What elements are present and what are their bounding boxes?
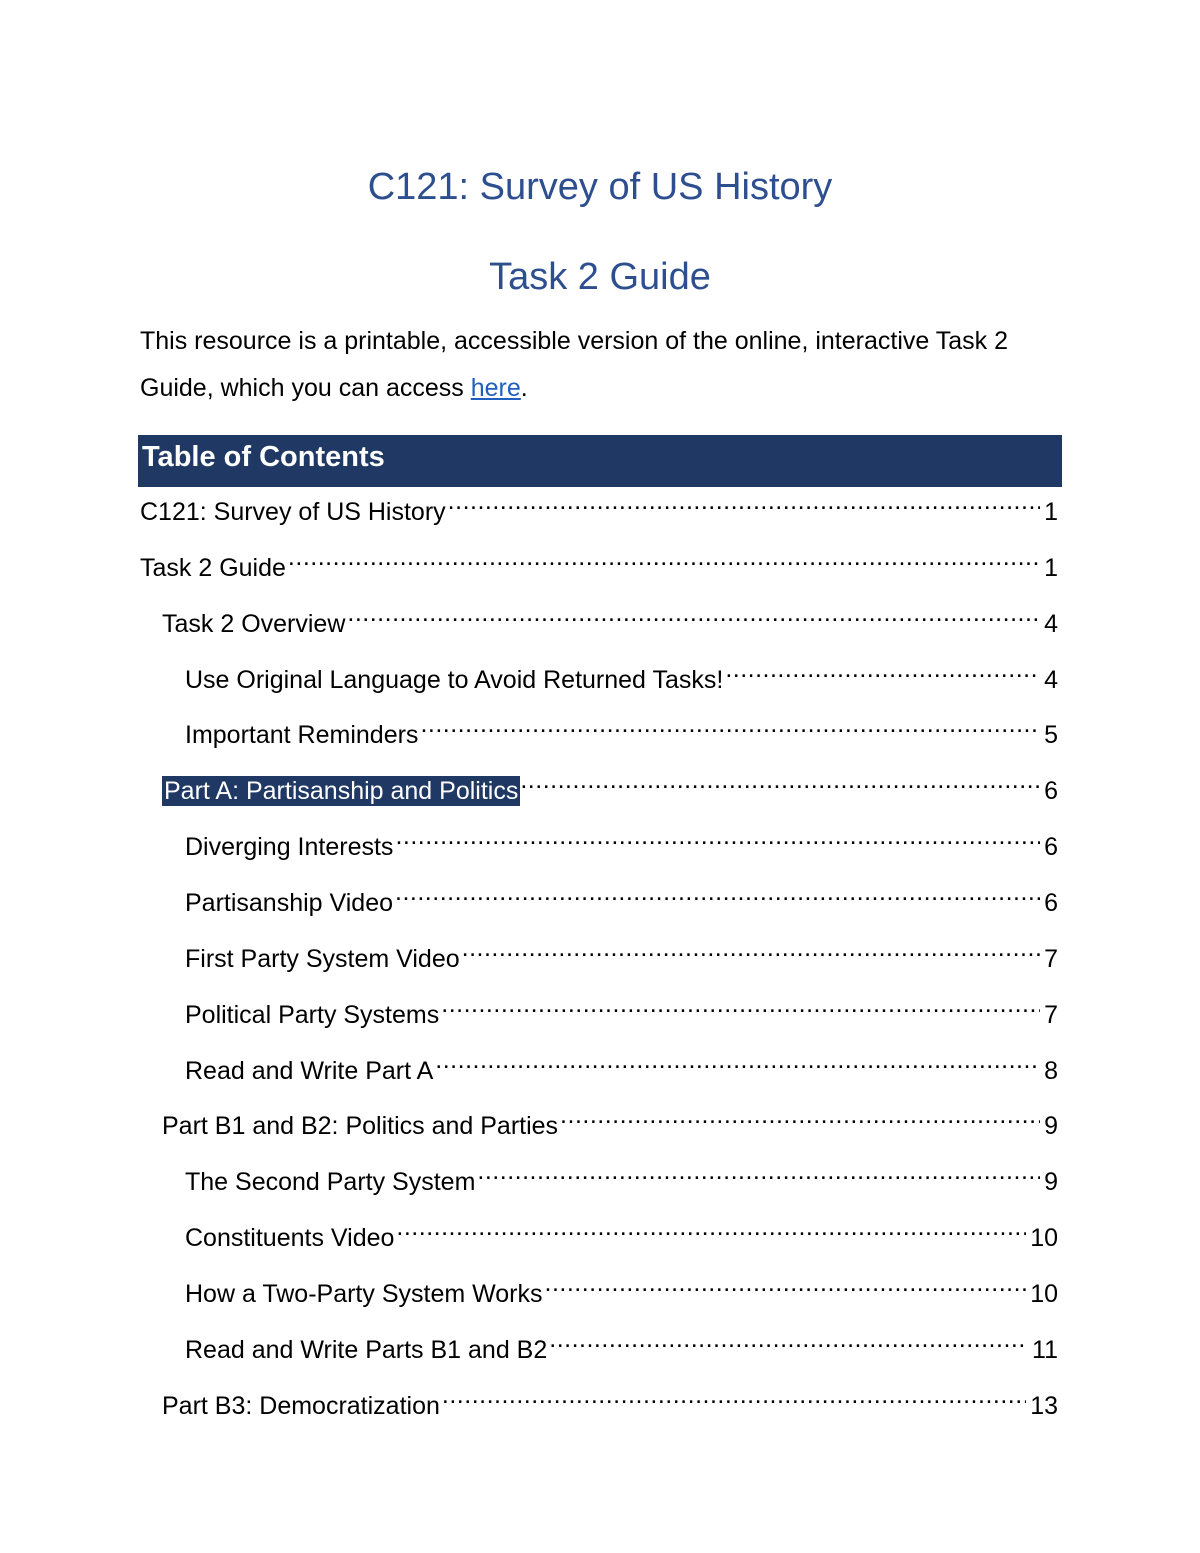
toc-entry-text: Partisanship Video [185, 889, 394, 917]
toc-entry-text: The Second Party System [185, 1168, 476, 1196]
document-title: C121: Survey of US History [367, 166, 833, 208]
toc-entry-page: 5 [1044, 721, 1058, 749]
toc-entry-text: Political Party Systems [185, 1001, 440, 1029]
toc-entry-page: 1 [1044, 554, 1058, 582]
toc-entry-page: 13 [1030, 1392, 1058, 1420]
toc-entry-text-selected: Part A: Partisanship and Politics [164, 777, 519, 805]
toc-leader-dots [442, 1384, 1026, 1414]
toc-leader-dots [549, 1328, 1028, 1358]
toc-entry-text: Read and Write Part A [185, 1057, 434, 1085]
toc-entry-page: 10 [1030, 1224, 1058, 1252]
toc-leader-dots [462, 937, 1040, 967]
document-subtitle: Task 2 Guide [489, 256, 711, 298]
toc-entry[interactable] [185, 1160, 1058, 1197]
toc-leader-dots [560, 1104, 1040, 1134]
toc-entry[interactable] [185, 1272, 1058, 1309]
toc-header: Table of Contents [138, 435, 1062, 487]
toc-leader-dots [396, 1216, 1026, 1246]
toc-entry[interactable] [162, 769, 1058, 806]
toc-entry-text: Read and Write Parts B1 and B2 [185, 1336, 548, 1364]
toc-entry[interactable] [162, 1384, 1058, 1421]
toc-leader-dots [420, 713, 1040, 743]
toc-entry-page: 1 [1044, 498, 1058, 526]
toc-entry-text: How a Two-Party System Works [185, 1280, 543, 1308]
here-link[interactable]: here [470, 374, 521, 402]
toc-entry-text: Part B1 and B2: Politics and Parties [162, 1112, 559, 1140]
toc-entry-page: 8 [1044, 1057, 1058, 1085]
intro-text: This resource is a printable, accessible version of the online, interactive Task 2 Guide, which you can access [140, 327, 1009, 402]
toc-leader-dots [441, 993, 1040, 1023]
toc-entry[interactable] [185, 713, 1058, 750]
toc-leader-dots [477, 1160, 1040, 1190]
toc-entry-text: Important Reminders [185, 721, 419, 749]
toc-leader-dots [545, 1272, 1027, 1302]
toc-entry-text: Task 2 Overview [162, 610, 346, 638]
toc-entry-page: 7 [1044, 945, 1058, 973]
toc-leader-dots [725, 658, 1040, 688]
toc-entry[interactable] [162, 602, 1058, 639]
intro-end: . [520, 374, 528, 402]
toc-entry-page: 11 [1032, 1336, 1058, 1364]
toc-entry[interactable] [185, 993, 1058, 1030]
toc-entry[interactable] [185, 1216, 1058, 1253]
toc-entry[interactable] [185, 1049, 1058, 1086]
toc-leader-dots [395, 825, 1040, 855]
toc-leader-dots [347, 602, 1040, 632]
toc-entry-text: Constituents Video [185, 1224, 395, 1252]
toc-entry-page: 6 [1044, 833, 1058, 861]
toc-entry-page: 10 [1030, 1280, 1058, 1308]
toc-entry-text: First Party System Video [185, 945, 460, 973]
toc-entry-page: 9 [1044, 1168, 1058, 1196]
toc-entry-page: 6 [1044, 777, 1058, 805]
toc-entry[interactable] [185, 881, 1058, 918]
toc-entry-page: 6 [1044, 889, 1058, 917]
toc-leader-dots [288, 546, 1040, 576]
intro-paragraph [140, 318, 1060, 412]
toc-entry-text: C121: Survey of US History [140, 498, 446, 526]
toc-entry-text: Part B3: Democratization [162, 1392, 440, 1420]
toc-entry-text: Diverging Interests [185, 833, 394, 861]
toc-entry-page: 7 [1044, 1001, 1058, 1029]
toc-entry[interactable] [140, 546, 1058, 583]
toc-entry-text: Use Original Language to Avoid Returned Tasks! [185, 666, 724, 694]
toc-leader-dots [448, 490, 1040, 520]
toc-entry[interactable] [140, 490, 1058, 527]
toc-entry-page: 4 [1044, 666, 1058, 694]
toc-leader-dots [435, 1049, 1040, 1079]
toc-leader-dots [395, 881, 1040, 911]
toc-entry[interactable] [162, 1104, 1058, 1141]
toc-entry[interactable] [185, 937, 1058, 974]
toc-entry-text: Task 2 Guide [140, 554, 286, 582]
toc-entry[interactable] [185, 825, 1058, 862]
toc-leader-dots [520, 769, 1040, 799]
toc-entry-page: 9 [1044, 1112, 1058, 1140]
toc-entry[interactable] [185, 658, 1058, 695]
toc-entry-page: 4 [1044, 610, 1058, 638]
toc-entry[interactable] [185, 1328, 1058, 1365]
